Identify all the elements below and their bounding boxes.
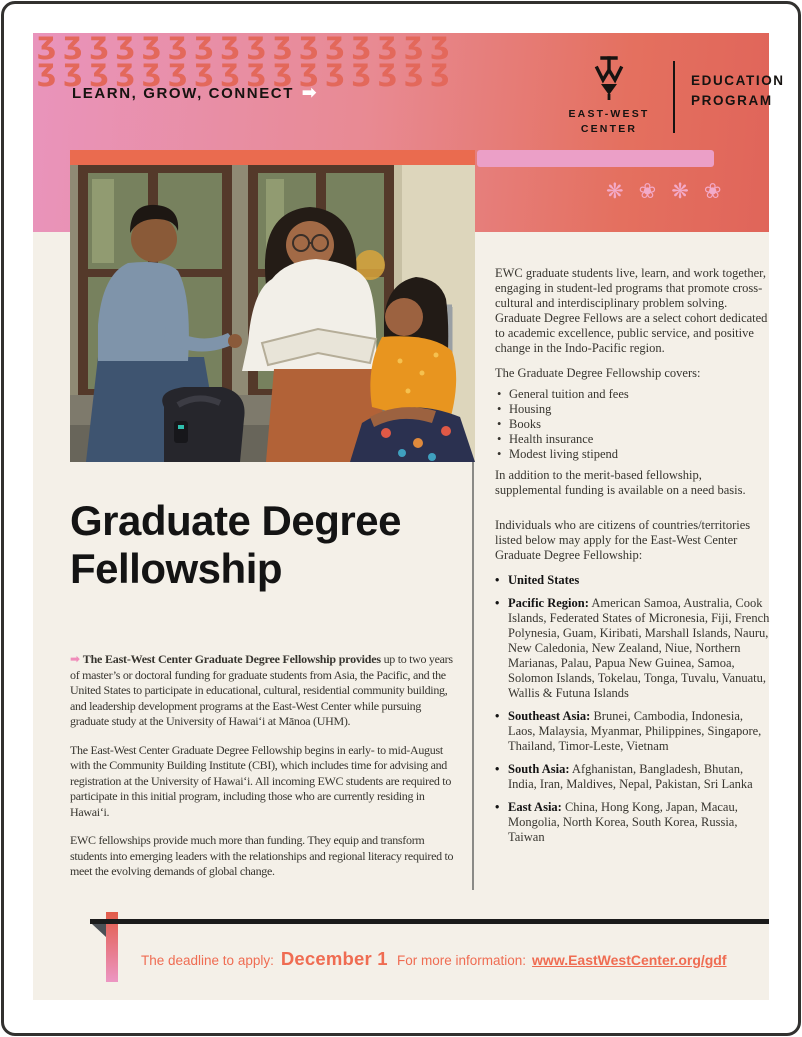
flower-icon: ❋ (671, 179, 689, 203)
covers-item: • Modest living stipend (495, 447, 771, 462)
eligibility-intro: Individuals who are citizens of countries/territories listed below may apply for the East-West Center Graduate Degree Fellowship: (495, 518, 751, 562)
info-label: For more information: (397, 953, 527, 968)
arrow-right-icon: ➡ (302, 83, 317, 102)
left-column (70, 652, 462, 893)
covers-item: • Books (495, 417, 771, 432)
logo-divider (673, 61, 675, 133)
deadline-block (141, 948, 388, 970)
right-column (495, 266, 771, 853)
flower-ornaments (606, 179, 721, 203)
footer-fold-triangle (92, 924, 106, 937)
flower-icon: ❀ (638, 179, 657, 203)
region-item: • Pacific Region: American Samoa, Australia, Cook Islands, Federated States of Micronesia, Fiji, French Polynesia, Guam, Kiribati, Marshall Islands, Nauru, New Caledonia, New Zealand, Niue, Northern Marianas, Palau, Papua New Guinea, Samoa, Solomon Islands, Tokelau, Tonga, Tuvalu, Vanuatu, Wallis & Futuna Islands (495, 596, 771, 701)
region-item: • United States (495, 573, 771, 588)
regions-list (495, 573, 771, 845)
page-title: Graduate Degree Fellowship (70, 497, 401, 593)
arrow-right-icon: ➡ (70, 652, 81, 666)
tagline (72, 83, 316, 103)
deadline-label: The deadline to apply: (141, 953, 274, 968)
ewc-logo-name: EAST-WEST CENTER (568, 108, 650, 136)
students-photo (70, 165, 475, 462)
ewc-logo-block (561, 55, 785, 137)
pink-accent-bar (477, 150, 714, 167)
body-paragraph: EWC fellowships provide much more than funding. They equip and transform students into emerging leaders with the relationships and regional literacy required to meet the evolving demands of global change. (70, 833, 454, 878)
covers-heading: The Graduate Degree Fellowship covers: (495, 366, 701, 380)
covers-item: • Health insurance (495, 432, 771, 447)
overview-paragraph: EWC graduate students live, learn, and work together, engaging in student-led programs that promote cross-cultural and interdisciplinary problem solving. Graduate Degree Fellows are a select cohort dedicated to academic excellence, public service, and positive change in the Indo-Pacific region. (495, 266, 768, 355)
covers-item: • General tuition and fees (495, 387, 771, 402)
ewc-logo (561, 55, 657, 137)
info-link[interactable]: www.EastWestCenter.org/gdf (532, 952, 727, 968)
photo-block (70, 150, 475, 462)
east-west-center-logo-icon (591, 55, 627, 101)
supplemental-paragraph: In addition to the merit-based fellowship, supplemental funding is available on a need basis. (495, 468, 746, 497)
more-info-block (397, 952, 727, 968)
region-item: • Southeast Asia: Brunei, Cambodia, Indonesia, Laos, Malaysia, Myanmar, Philippines, Singapore, Thailand, Timor-Leste, Vietnam (495, 709, 771, 754)
footer-rule (90, 919, 769, 924)
squiggle-pattern-icon: ʒʒʒʒʒʒʒʒʒʒʒʒʒʒʒʒ ʒʒʒʒʒʒʒʒʒʒʒʒʒʒʒʒ (37, 26, 457, 88)
region-item: • South Asia: Afghanistan, Bangladesh, Bhutan, India, Iran, Maldives, Nepal, Pakistan, Sri Lanka (495, 762, 771, 792)
flower-icon: ❋ (606, 179, 624, 203)
region-item: • East Asia: China, Hong Kong, Japan, Macau, Mongolia, North Korea, South Korea, Russia, Taiwan (495, 800, 771, 845)
deadline-value: December 1 (280, 948, 388, 969)
covers-list (495, 387, 771, 462)
photo-top-strip (70, 150, 475, 165)
tagline-text: LEARN, GROW, CONNECT (72, 85, 294, 102)
flower-icon: ❀ (703, 179, 722, 203)
covers-item: • Housing (495, 402, 771, 417)
body-paragraph: The East-West Center Graduate Degree Fellowship begins in early- to mid-August with the Community Building Institute (CBI), which includes time for advising and registration at the University of Hawaiʻi. All incoming EWC students are required to participate in this initial program, including those who are currently residing in Hawaiʻi. (70, 742, 452, 819)
intro-paragraph: ➡ The East-West Center Graduate Degree Fellowship provides up to two years of master’s or doctoral funding for graduate students from Asia, the Pacific, and the United States to participate in educational, cultural, residential community building, and leadership development programs at the East-West Center while pursuing graduate study at the University of Hawaiʻi at Mānoa (UHM). (70, 652, 453, 728)
program-label: EDUCATION PROGRAM (691, 73, 785, 109)
